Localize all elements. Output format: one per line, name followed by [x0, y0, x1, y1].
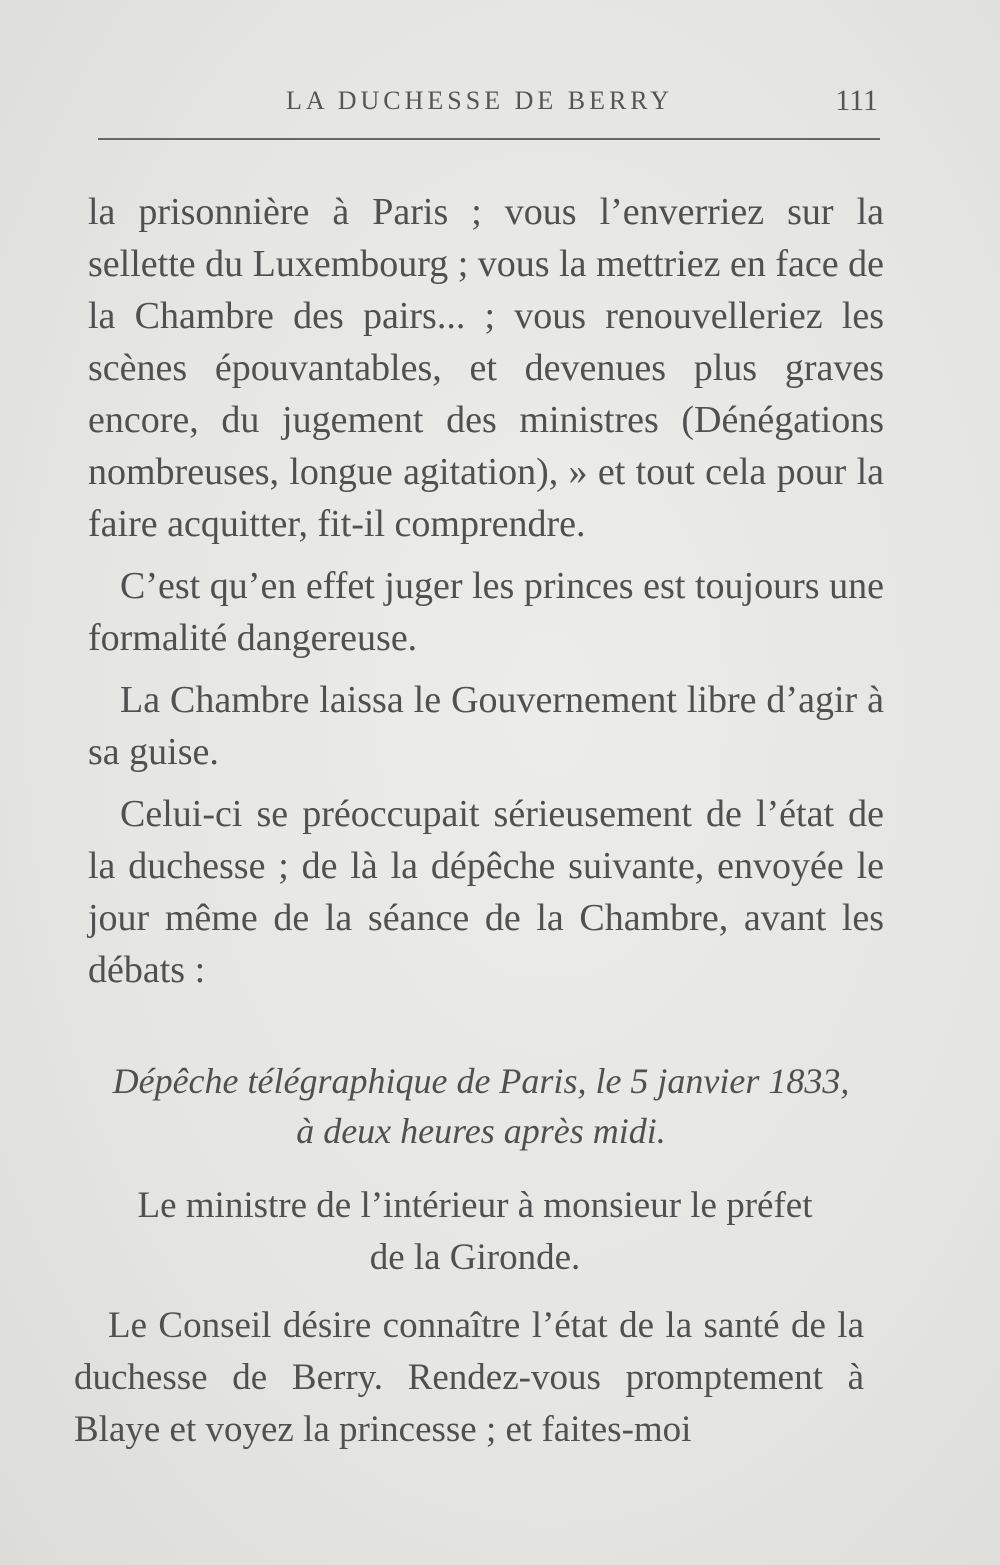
dispatch-heading	[76, 1056, 886, 1156]
page-number: 111	[835, 84, 878, 117]
body-text	[88, 186, 884, 1006]
addressee-line: de la Gironde.	[369, 1237, 581, 1278]
dispatch-heading-line: à deux heures après midi.	[296, 1111, 666, 1151]
paragraph: La Chambre laissa le Gouvernement libre d’agir à sa guise.	[88, 679, 884, 773]
paragraph: la prisonnière à Paris ; vous l’enverriez sur la sellette du Luxembourg ; vous la mettriez en face de la Chambre des pairs... ; vous renouvelleriez les scènes épouvantables, et devenues plus graves encore, du jugement des ministres (Dénégations nombreuses, longue agitation), » et tout cela pour la faire acquitter, fit-il comprendre.	[88, 191, 884, 545]
addressee-heading	[80, 1180, 870, 1284]
paragraph: Celui-ci se préoccupait sérieusement de l’état de la duchesse ; de là la dépêche suivante, envoyée le jour même de la séance de la Chambre, avant les débats :	[88, 793, 884, 991]
paragraph: Le Conseil désire connaître l’état de la santé de la duchesse de Berry. Rendez-vous promptement à Blaye et voyez la princesse ; et faites-moi	[74, 1305, 864, 1450]
dispatch-heading-line: Dépêche télégraphique de Paris, le 5 janvier 1833,	[112, 1061, 850, 1101]
closing-text	[74, 1300, 864, 1456]
addressee-line: Le ministre de l’intérieur à monsieur le préfet	[137, 1185, 813, 1226]
header-rule	[98, 138, 880, 140]
page-header	[98, 82, 880, 132]
paragraph: C’est qu’en effet juger les princes est toujours une formalité dangereuse.	[88, 565, 884, 659]
running-title: LA DUCHESSE DE BERRY	[286, 86, 673, 115]
